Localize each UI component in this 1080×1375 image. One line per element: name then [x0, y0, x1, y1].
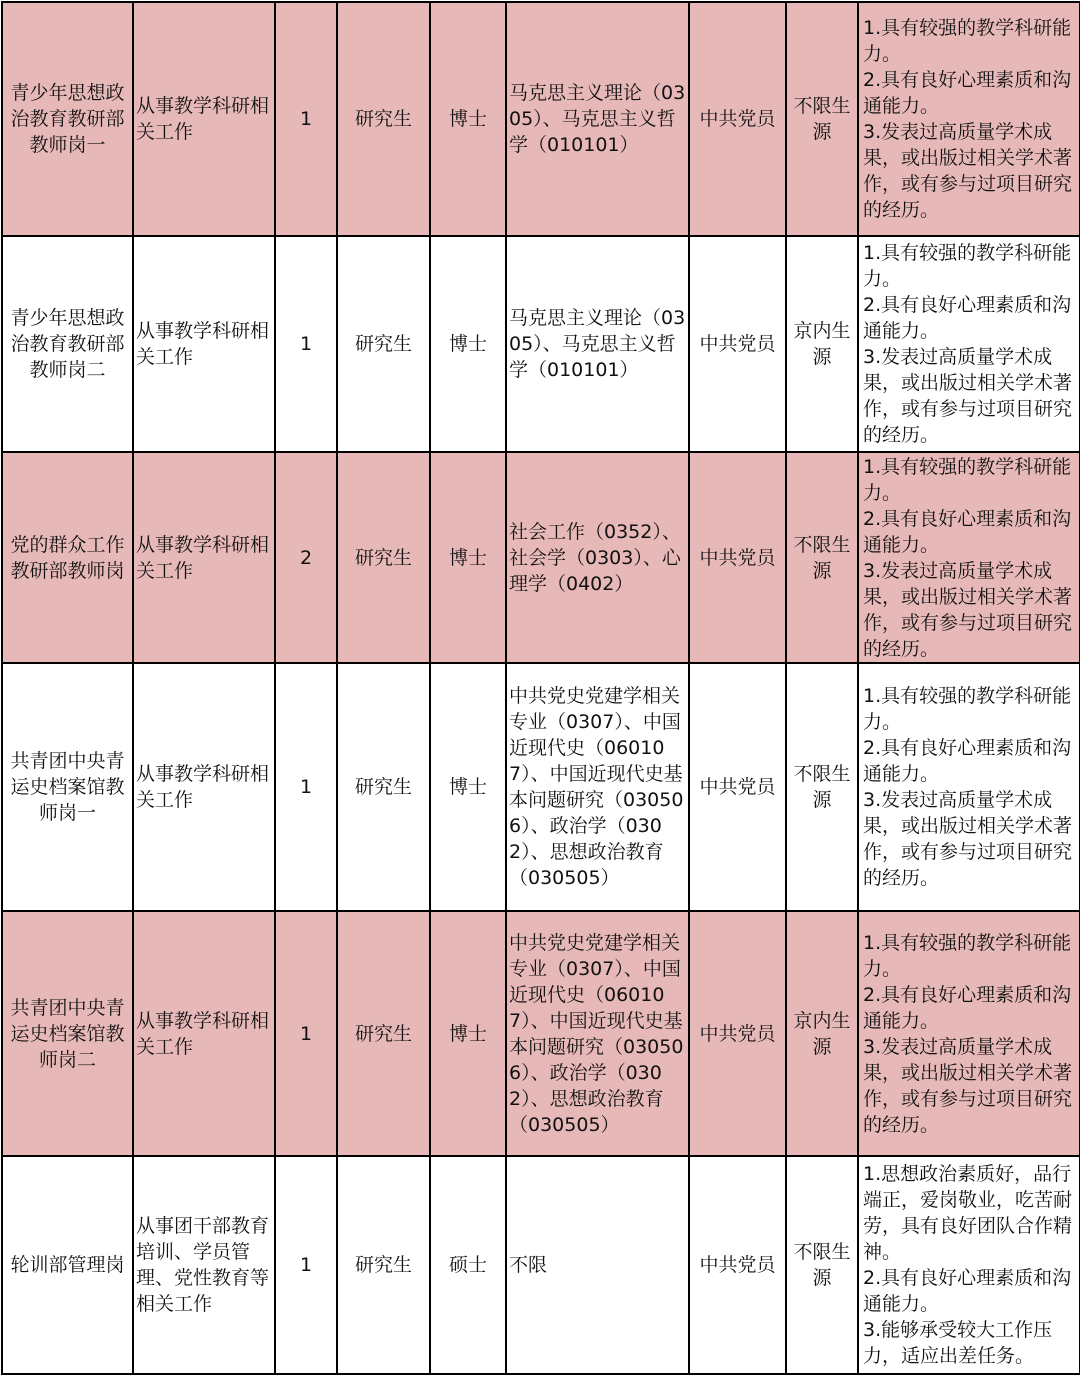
requirements-cell	[858, 236, 1080, 452]
requirement-item: 2.具有良好心理素质和沟通能力。	[863, 737, 1072, 785]
duty-cell: 从事团干部教育培训、学员管理、党性教育等相关工作	[133, 1156, 275, 1374]
position-cell: 共青团中央青运史档案馆教师岗二	[2, 911, 133, 1156]
education-cell: 研究生	[337, 911, 430, 1156]
degree-cell: 博士	[430, 663, 506, 911]
requirement-item: 1.思想政治素质好，品行端正，爱岗敬业，吃苦耐劳，具有良好团队合作精神。	[863, 1163, 1073, 1263]
politics-cell: 中共党员	[689, 236, 786, 452]
politics-cell: 中共党员	[689, 2, 786, 236]
table-row	[2, 663, 1080, 911]
position-cell: 党的群众工作教研部教师岗	[2, 452, 133, 663]
education-cell: 研究生	[337, 1156, 430, 1374]
politics-cell: 中共党员	[689, 663, 786, 911]
requirement-item: 3.发表过高质量学术成果，或出版过相关学术著作，或有参与过项目研究的经历。	[863, 559, 1073, 660]
position-cell: 共青团中央青运史档案馆教师岗一	[2, 663, 133, 911]
requirement-item: 3.发表过高质量学术成果，或出版过相关学术著作，或有参与过项目研究的经历。	[863, 789, 1073, 889]
politics-cell: 中共党员	[689, 1156, 786, 1374]
requirements-cell	[858, 663, 1080, 911]
table-row	[2, 1156, 1080, 1374]
requirement-item: 3.发表过高质量学术成果，或出版过相关学术著作，或有参与过项目研究的经历。	[863, 1035, 1073, 1136]
requirement-item: 2.具有良好心理素质和沟通能力。	[863, 507, 1072, 556]
requirements-cell	[858, 1156, 1080, 1374]
requirement-item: 2.具有良好心理素质和沟通能力。	[863, 294, 1072, 342]
major-cell: 社会工作（0352）、社会学（0303）、心理学（0402）	[506, 452, 689, 663]
duty-cell: 从事教学科研相关工作	[133, 911, 275, 1156]
education-cell: 研究生	[337, 452, 430, 663]
major-cell: 马克思主义理论（0305）、马克思主义哲学（010101）	[506, 236, 689, 452]
requirement-item: 2.具有良好心理素质和沟通能力。	[863, 983, 1072, 1032]
source-cell: 不限生源	[786, 1156, 858, 1374]
requirements-cell	[858, 452, 1080, 663]
education-cell: 研究生	[337, 2, 430, 236]
politics-cell: 中共党员	[689, 911, 786, 1156]
degree-cell: 博士	[430, 236, 506, 452]
requirement-item: 2.具有良好心理素质和沟通能力。	[863, 69, 1072, 117]
duty-cell: 从事教学科研相关工作	[133, 236, 275, 452]
education-cell: 研究生	[337, 663, 430, 911]
degree-cell: 博士	[430, 452, 506, 663]
position-cell: 轮训部管理岗	[2, 1156, 133, 1374]
degree-cell: 硕士	[430, 1156, 506, 1374]
table-row	[2, 911, 1080, 1156]
major-cell: 不限	[506, 1156, 689, 1374]
source-cell: 不限生源	[786, 2, 858, 236]
count-cell: 2	[275, 452, 337, 663]
major-cell: 马克思主义理论（0305）、马克思主义哲学（010101）	[506, 2, 689, 236]
major-cell: 中共党史党建学相关专业（0307）、中国近现代史（060107）、中国近现代史基本问题研究（030506）、政治学（0302）、思想政治教育（030505）	[506, 911, 689, 1156]
count-cell: 1	[275, 2, 337, 236]
requirement-item: 1.具有较强的教学科研能力。	[863, 931, 1072, 980]
source-cell: 京内生源	[786, 236, 858, 452]
position-cell: 青少年思想政治教育教研部教师岗一	[2, 2, 133, 236]
source-cell: 京内生源	[786, 911, 858, 1156]
count-cell: 1	[275, 663, 337, 911]
education-cell: 研究生	[337, 236, 430, 452]
requirement-item: 1.具有较强的教学科研能力。	[863, 242, 1072, 290]
position-cell: 青少年思想政治教育教研部教师岗二	[2, 236, 133, 452]
count-cell: 1	[275, 1156, 337, 1374]
source-cell: 不限生源	[786, 452, 858, 663]
table-body	[2, 2, 1080, 1374]
recruitment-table-page	[0, 1, 1080, 1374]
source-cell: 不限生源	[786, 663, 858, 911]
requirement-item: 1.具有较强的教学科研能力。	[863, 17, 1072, 65]
requirements-cell	[858, 2, 1080, 236]
requirement-item: 3.发表过高质量学术成果，或出版过相关学术著作，或有参与过项目研究的经历。	[863, 346, 1073, 446]
recruitment-table	[1, 1, 1080, 1375]
requirement-item: 1.具有较强的教学科研能力。	[863, 685, 1072, 733]
table-row	[2, 452, 1080, 663]
degree-cell: 博士	[430, 2, 506, 236]
requirement-item: 2.具有良好心理素质和沟通能力。	[863, 1267, 1072, 1315]
count-cell: 1	[275, 911, 337, 1156]
duty-cell: 从事教学科研相关工作	[133, 452, 275, 663]
requirements-cell	[858, 911, 1080, 1156]
degree-cell: 博士	[430, 911, 506, 1156]
duty-cell: 从事教学科研相关工作	[133, 2, 275, 236]
requirement-item: 3.能够承受较大工作压力，适应出差任务。	[863, 1319, 1053, 1367]
duty-cell: 从事教学科研相关工作	[133, 663, 275, 911]
requirement-item: 3.发表过高质量学术成果，或出版过相关学术著作，或有参与过项目研究的经历。	[863, 121, 1073, 221]
count-cell: 1	[275, 236, 337, 452]
table-row	[2, 2, 1080, 236]
table-row	[2, 236, 1080, 452]
politics-cell: 中共党员	[689, 452, 786, 663]
major-cell: 中共党史党建学相关专业（0307）、中国近现代史（060107）、中国近现代史基本问题研究（030506）、政治学（0302）、思想政治教育（030505）	[506, 663, 689, 911]
requirement-item: 1.具有较强的教学科研能力。	[863, 455, 1072, 504]
